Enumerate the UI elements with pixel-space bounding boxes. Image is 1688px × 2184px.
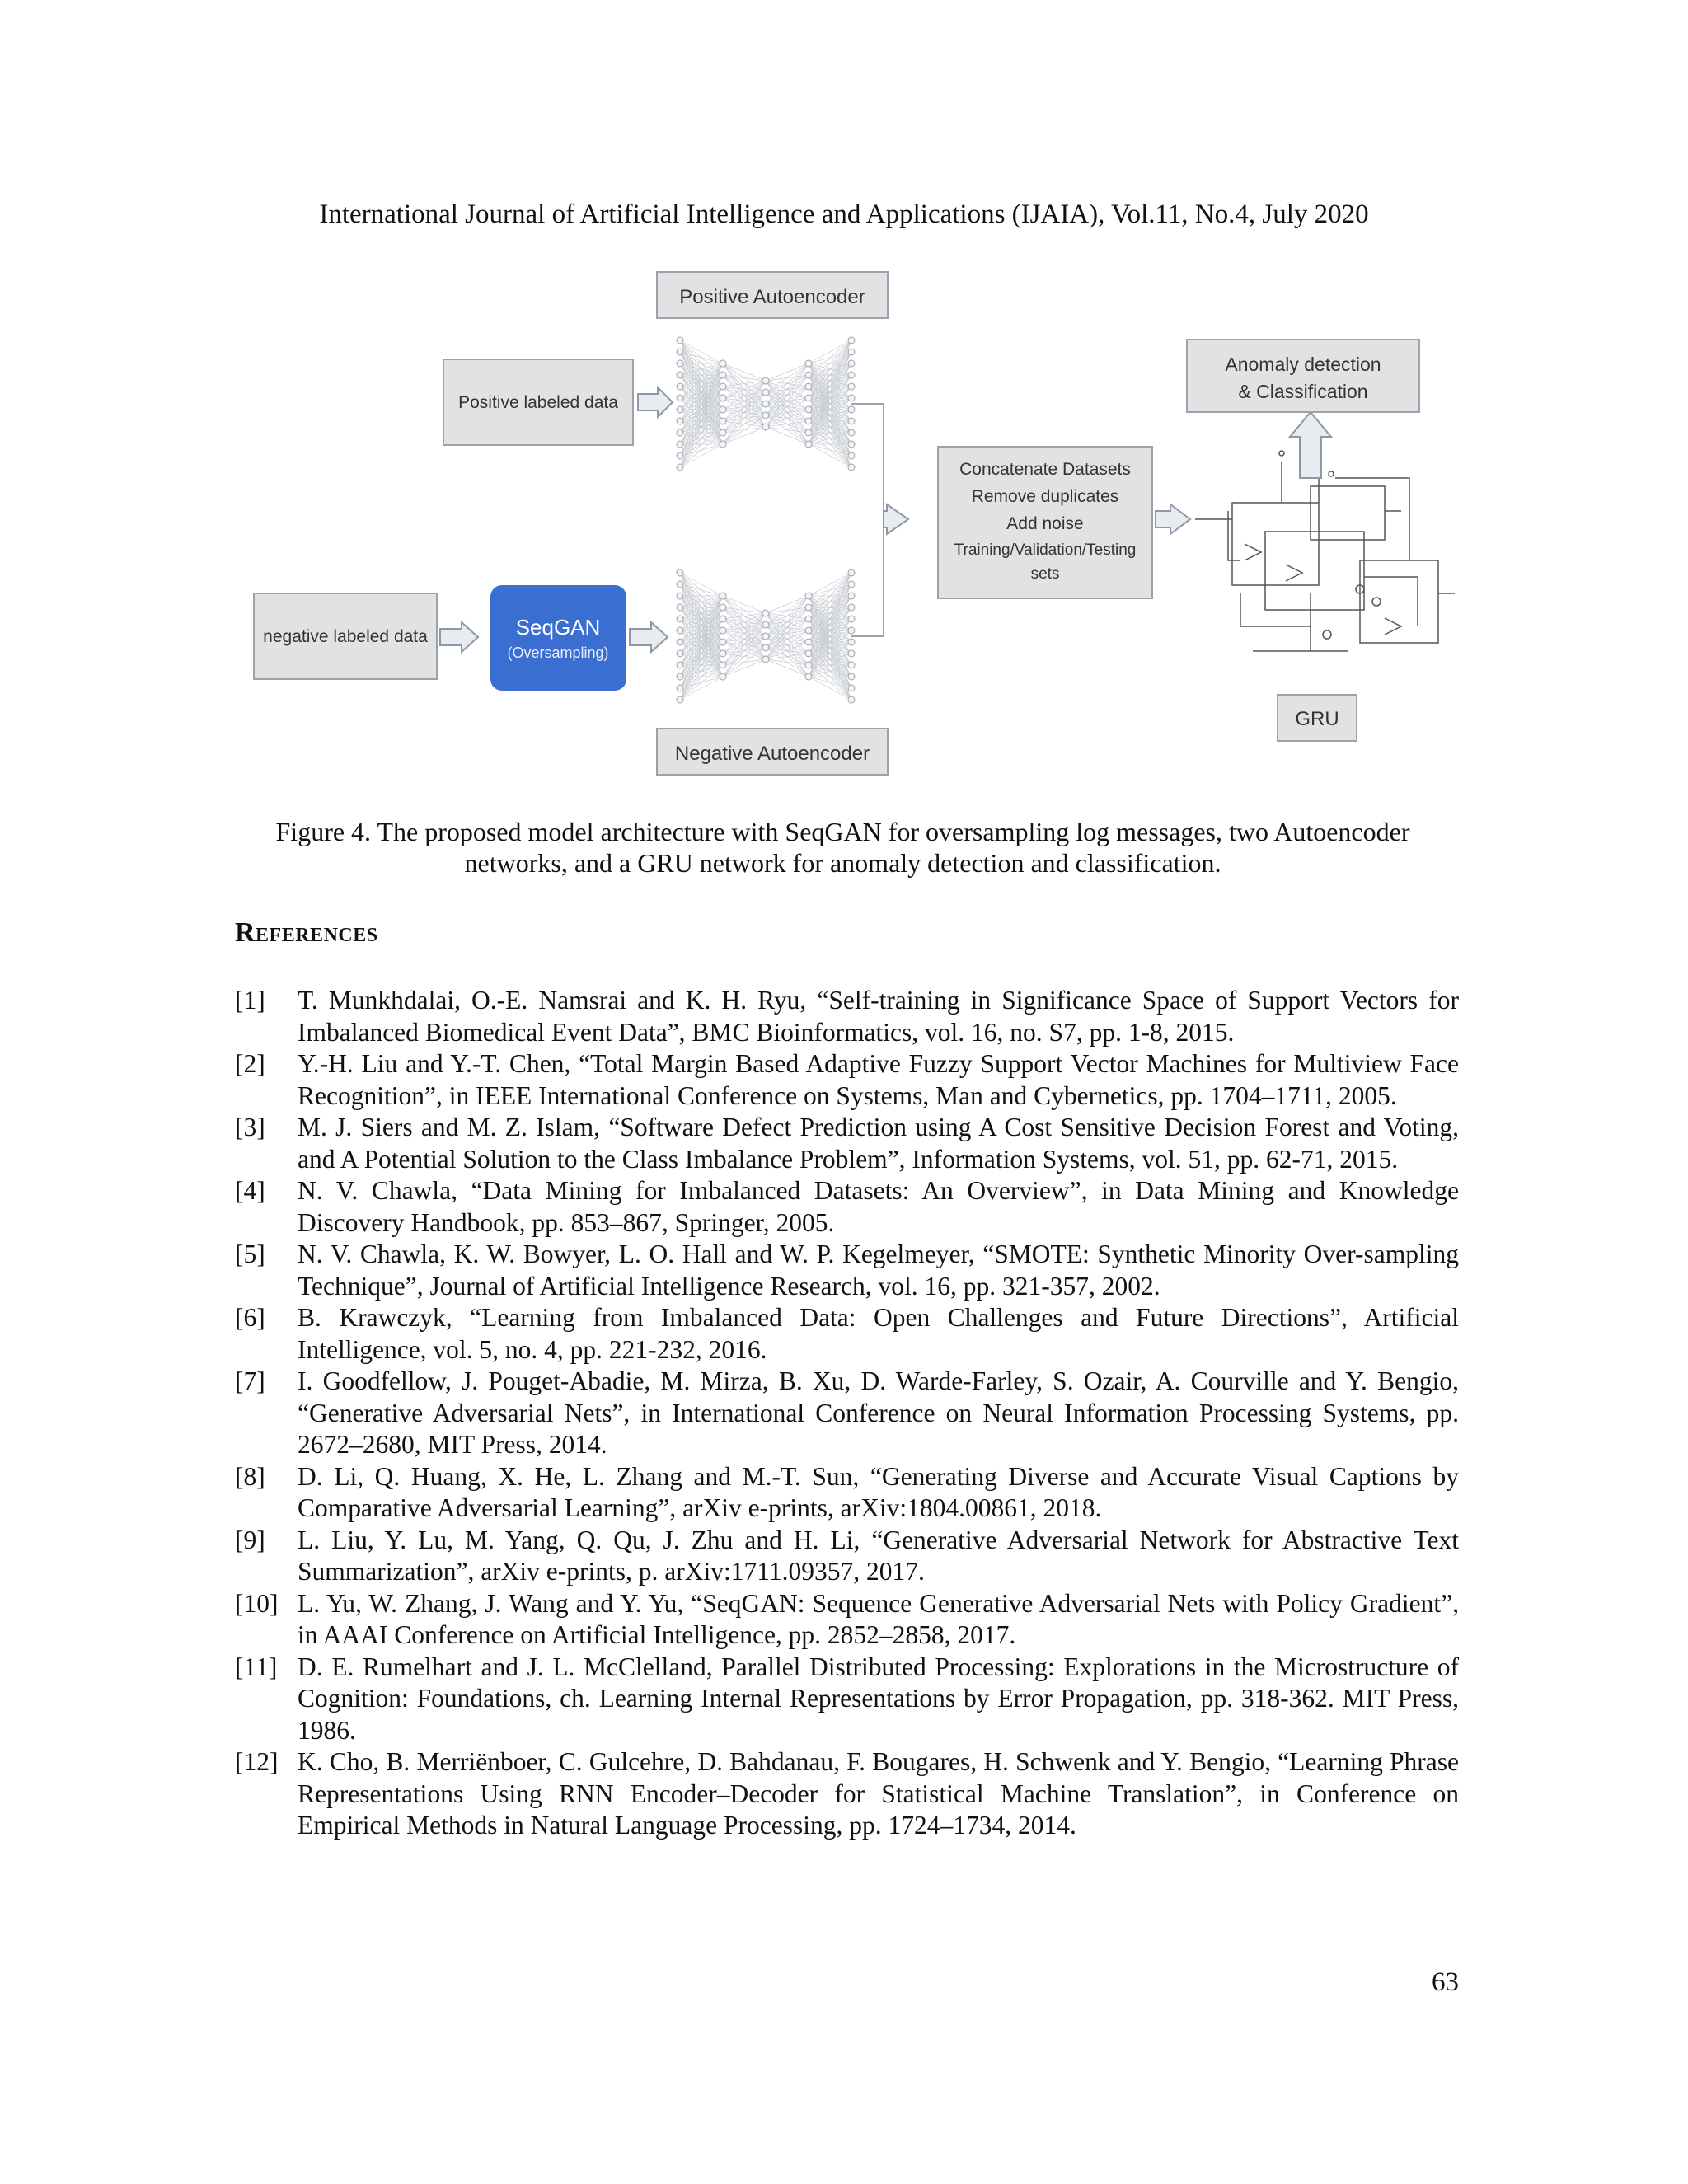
merge-line-bottom: [851, 527, 884, 636]
network-node: [848, 395, 855, 401]
positive-autoencoder-label: Positive Autoencoder: [679, 286, 865, 308]
figure-caption: Figure 4. The proposed model architecture with SeqGAN for oversampling log messages, two Autoencoder networks, and a GRU network for anomaly detection and classification.: [275, 817, 1410, 878]
network-node: [677, 685, 683, 691]
reference-text: D. Li, Q. Huang, X. He, L. Zhang and M.-T. Sun, “Generating Diverse and Accurate Visual Captions by Comparative Adversarial Learning”, arXiv e-prints, arXiv:1804.00861, 2018.: [298, 1461, 1459, 1522]
network-node: [848, 452, 855, 459]
network-edge: [680, 596, 723, 700]
network-node: [677, 650, 683, 657]
network-edge: [809, 677, 851, 688]
network-node: [848, 464, 855, 471]
reference-item: [235, 985, 1459, 1048]
network-edge: [680, 410, 723, 467]
reference-number: [7]: [235, 1366, 265, 1395]
network-node: [677, 673, 683, 680]
reference-text: K. Cho, B. Merriënboer, C. Gulcehre, D. Bahdanau, F. Bougares, H. Schwenk and Y. Bengio, “Learning Phrase Representations Using RNN Encoder–Decoder for Statistical Machine Translation”, in Conference on Empirical Methods in Natural Language Processing, pp. 1724–1734, 2014.: [298, 1747, 1459, 1840]
network-node: [848, 441, 855, 448]
network-edge: [680, 665, 723, 700]
network-edge: [680, 584, 723, 596]
network-node: [848, 627, 855, 634]
network-edge: [809, 573, 851, 630]
network-node: [677, 349, 683, 355]
negative-autoencoder-network: [677, 569, 855, 703]
network-node: [677, 604, 683, 611]
network-node: [720, 650, 726, 657]
reference-number: [12]: [235, 1747, 279, 1776]
network-node: [848, 696, 855, 703]
reference-item: [235, 1461, 1459, 1525]
network-edge: [809, 340, 851, 398]
concat-line-2: Remove duplicates: [971, 487, 1119, 506]
reference-text: I. Goodfellow, J. Pouget-Abadie, M. Mirza, B. Xu, D. Warde-Farley, S. Ozair, A. Courville and Y. Bengio, “Generative Adversarial Nets”, in International Conference on Neural Information Processing Systems, pp. 2672–2680, MIT Press, 2014.: [298, 1366, 1459, 1459]
network-node: [677, 569, 683, 576]
network-node: [677, 581, 683, 588]
network-edge: [809, 340, 851, 444]
network-node: [805, 441, 812, 448]
network-node: [848, 372, 855, 378]
network-node: [805, 616, 812, 622]
network-node: [762, 621, 769, 628]
network-node: [677, 383, 683, 390]
arrow-positive-data: [638, 387, 673, 417]
network-node: [848, 639, 855, 645]
reference-item: [235, 1112, 1459, 1175]
network-node: [677, 639, 683, 645]
reference-number: [1]: [235, 986, 265, 1015]
network-node: [677, 337, 683, 344]
references-heading: References: [235, 917, 378, 948]
arrow-merge: [884, 504, 908, 534]
reference-text: M. J. Siers and M. Z. Islam, “Software Defect Prediction using A Cost Sensitive Decision Forest and Voting, and A Potential Solution to the Class Imbalance Problem”, Information Systems, vol. 51, pp. 62-71, 2015.: [298, 1113, 1459, 1174]
network-node: [805, 429, 812, 436]
reference-item: [235, 1239, 1459, 1302]
reference-item: [235, 1588, 1459, 1652]
reference-item: [235, 1048, 1459, 1112]
network-node: [805, 662, 812, 668]
network-node: [848, 650, 855, 657]
reference-text: Y.-H. Liu and Y.-T. Chen, “Total Margin Based Adaptive Fuzzy Support Vector Machines for Multiview Face Recognition”, in IEEE International Conference on Systems, Man and Cybernetics, pp. 1704–1711, 2005.: [298, 1049, 1459, 1110]
network-node: [848, 673, 855, 680]
network-node: [848, 337, 855, 344]
arrow-up-to-anomaly: [1290, 412, 1331, 478]
reference-number: [4]: [235, 1176, 265, 1205]
negative-labeled-data-label: negative labeled data: [263, 627, 428, 646]
network-node: [677, 696, 683, 703]
network-node: [720, 441, 726, 448]
network-node: [720, 593, 726, 599]
network-node: [677, 360, 683, 367]
network-node: [677, 418, 683, 424]
network-node: [762, 377, 769, 384]
reference-item: [235, 1525, 1459, 1588]
network-node: [762, 412, 769, 419]
architecture-diagram: [239, 264, 1459, 791]
network-node: [805, 627, 812, 634]
network-edge: [680, 642, 723, 700]
anomaly-line-2: & Classification: [1238, 381, 1368, 402]
network-node: [720, 383, 726, 390]
reference-number: [11]: [235, 1652, 278, 1681]
gru-label: GRU: [1295, 708, 1339, 730]
reference-number: [3]: [235, 1113, 265, 1141]
anomaly-line-1: Anomaly detection: [1225, 354, 1381, 375]
network-node: [762, 644, 769, 651]
network-node: [848, 662, 855, 668]
negative-autoencoder-label: Negative Autoencoder: [674, 743, 870, 765]
network-node: [720, 406, 726, 413]
reference-text: D. E. Rumelhart and J. L. McClelland, Parallel Distributed Processing: Explorations in the Microstructure of Cognition: Foundations, ch. Learning Internal Representations by Error Propagation, pp. 318-362. MIT Press, 1986.: [298, 1652, 1459, 1745]
network-node: [805, 360, 812, 367]
network-node: [720, 616, 726, 622]
references-list: [235, 985, 1459, 1842]
concat-line-1: Concatenate Datasets: [959, 460, 1131, 479]
network-edge: [680, 352, 723, 363]
reference-number: [5]: [235, 1240, 265, 1268]
seqgan-subtitle: (Oversampling): [507, 644, 609, 661]
merge-line-top: [851, 404, 884, 511]
arrow-seqgan: [630, 622, 668, 652]
network-node: [805, 673, 812, 680]
network-edge: [809, 573, 851, 677]
network-node: [848, 406, 855, 413]
reference-item: [235, 1746, 1459, 1842]
network-node: [805, 650, 812, 657]
reference-text: B. Krawczyk, “Learning from Imbalanced Data: Open Challenges and Future Directions”, Artificial Intelligence, vol. 5, no. 4, pp. 221-232, 2016.: [298, 1303, 1459, 1364]
reference-item: [235, 1175, 1459, 1239]
network-node: [805, 604, 812, 611]
network-node: [848, 429, 855, 436]
network-node: [848, 593, 855, 599]
positive-autoencoder-network: [677, 337, 855, 471]
network-node: [848, 360, 855, 367]
reference-number: [2]: [235, 1049, 265, 1078]
reference-text: N. V. Chawla, “Data Mining for Imbalanced Datasets: An Overview”, in Data Mining and Knowledge Discovery Handbook, pp. 853–867, Springer, 2005.: [298, 1176, 1459, 1237]
arrow-to-gru: [1156, 504, 1190, 534]
reference-text: T. Munkhdalai, O.-E. Namsrai and K. H. Ryu, “Self-training in Significance Space of Support Vectors for Imbalanced Biomedical Event Data”, BMC Bioinformatics, vol. 16, no. S7, pp. 1-8, 2015.: [298, 986, 1459, 1047]
network-edge: [809, 444, 851, 456]
running-header: International Journal of Artificial Intelligence and Applications (IJAIA), Vol.11, No.4, July 2020: [319, 199, 1369, 229]
network-node: [805, 395, 812, 401]
network-node: [720, 429, 726, 436]
network-node: [762, 633, 769, 640]
reference-item: [235, 1366, 1459, 1461]
network-node: [720, 372, 726, 378]
network-node: [677, 616, 683, 622]
reference-number: [6]: [235, 1303, 265, 1332]
network-node: [805, 593, 812, 599]
network-node: [762, 610, 769, 616]
network-node: [677, 452, 683, 459]
network-node: [677, 627, 683, 634]
network-node: [848, 604, 855, 611]
network-node: [720, 418, 726, 424]
network-node: [720, 360, 726, 367]
concat-line-4: Training/Validation/Testing: [954, 541, 1137, 559]
reference-number: [10]: [235, 1588, 279, 1618]
network-edge: [809, 340, 851, 375]
network-node: [720, 673, 726, 680]
network-node: [720, 627, 726, 634]
network-node: [677, 464, 683, 471]
network-node: [805, 406, 812, 413]
reference-text: L. Liu, Y. Lu, M. Yang, Q. Qu, J. Zhu and H. Li, “Generative Adversarial Network for Abstractive Text Summarization”, arXiv e-prints, p. arXiv:1711.09357, 2017.: [298, 1525, 1459, 1586]
concat-line-5: sets: [1030, 565, 1060, 583]
network-node: [677, 395, 683, 401]
reference-number: [9]: [235, 1525, 265, 1554]
network-node: [677, 662, 683, 668]
network-node: [848, 383, 855, 390]
network-node: [677, 372, 683, 378]
network-node: [848, 569, 855, 576]
network-node: [805, 418, 812, 424]
reference-text: L. Yu, W. Zhang, J. Wang and Y. Yu, “SeqGAN: Sequence Generative Adversarial Nets with Policy Gradient”, in AAAI Conference on Artificial Intelligence, pp. 2852–2858, 2017.: [298, 1588, 1459, 1649]
network-node: [762, 424, 769, 430]
network-node: [848, 349, 855, 355]
network-edge: [680, 433, 723, 467]
gru-schematic: [1195, 451, 1455, 651]
network-node: [677, 406, 683, 413]
network-node: [848, 581, 855, 588]
network-node: [720, 662, 726, 668]
network-node: [720, 639, 726, 645]
network-node: [720, 604, 726, 611]
reference-text: N. V. Chawla, K. W. Bowyer, L. O. Hall and W. P. Kegelmeyer, “SMOTE: Synthetic Minority Over-sampling Technique”, Journal of Artificial Intelligence Research, vol. 16, pp. 321-357, 2002.: [298, 1240, 1459, 1301]
network-node: [848, 616, 855, 622]
reference-item: [235, 1302, 1459, 1366]
network-node: [677, 441, 683, 448]
network-node: [848, 418, 855, 424]
concat-line-3: Add noise: [1006, 514, 1084, 533]
network-edge: [809, 573, 851, 607]
network-node: [762, 389, 769, 396]
reference-number: [8]: [235, 1461, 265, 1491]
page-number: 63: [1432, 1967, 1459, 1997]
network-node: [762, 401, 769, 407]
network-node: [805, 372, 812, 378]
seqgan-title: SeqGAN: [515, 615, 601, 640]
network-node: [762, 656, 769, 663]
network-node: [805, 383, 812, 390]
network-node: [848, 685, 855, 691]
network-node: [677, 429, 683, 436]
reference-item: [235, 1652, 1459, 1747]
figure-4: [239, 264, 1459, 791]
network-node: [720, 395, 726, 401]
network-node: [677, 593, 683, 599]
network-node: [805, 639, 812, 645]
network-edge: [680, 363, 723, 467]
positive-labeled-data-label: Positive labeled data: [458, 393, 618, 412]
arrow-negative-data: [440, 622, 478, 652]
